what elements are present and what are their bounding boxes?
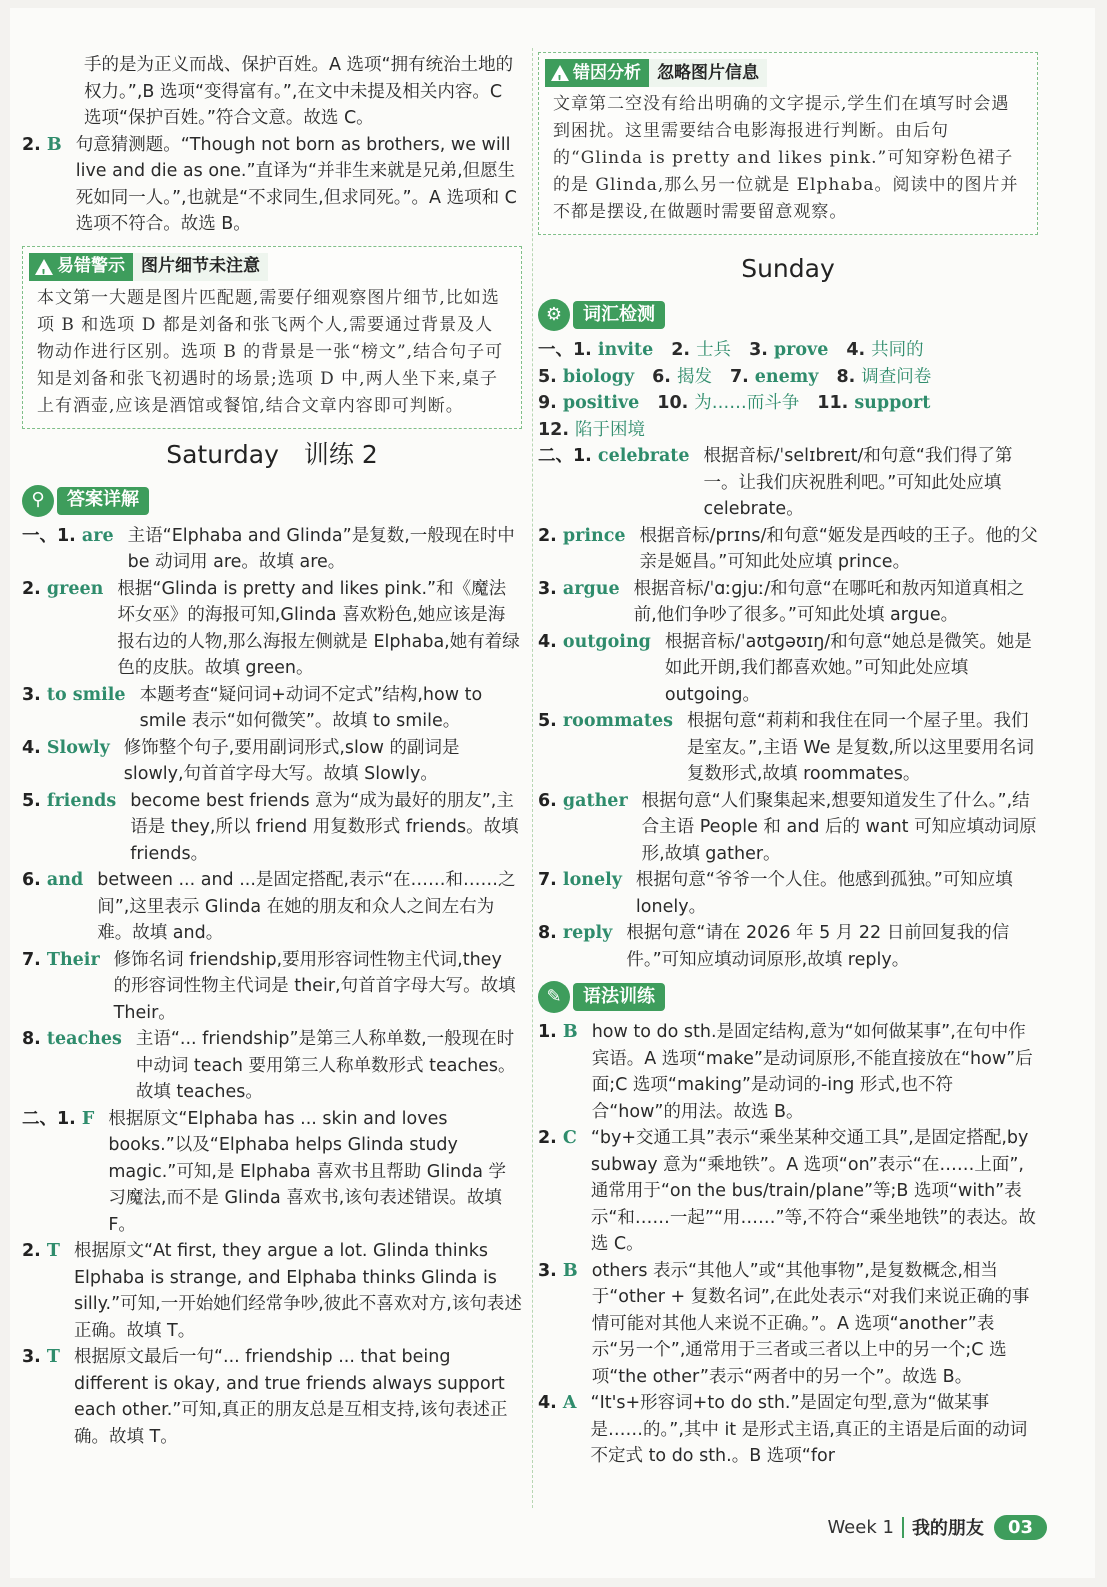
vocab-cell: 12. 陷于困境 — [538, 419, 646, 440]
page-footer — [827, 1514, 1047, 1540]
list-item: 2. C “by+交通工具”表示“乘坐某种交通工具”,是固定搭配,by subway 意为“乘地铁”。A 选项“on”表示“在……上面”,通常用于“on the bus/train/plane”等;B 选项“with”表示“和……一起”“用……”等,不符合“乘坐地铁”的表达。故选 C。 — [538, 1128, 1036, 1254]
vocab-row — [538, 417, 1038, 444]
grammar-answer-list — [538, 1019, 1038, 1470]
vocab-cell: 10. 为……而斗争 — [657, 393, 800, 413]
vocab-list — [538, 337, 1038, 443]
box-tag: ! 错因分析 忽略图片信息 — [545, 59, 767, 87]
vocab-cell: 5. biology — [538, 366, 635, 387]
list-item: 2. prince 根据音标/prɪns/和句意“姬发是西岐的王子。他的父亲是姬昌。”可知此处应填 prince。 — [538, 525, 1038, 572]
vocab-cell: 3. prove — [749, 340, 829, 360]
list-item: 7. lonely 根据句意“爷爷一个人住。他感到孤独。”可知应填 lonely。 — [538, 870, 1013, 917]
list-item: 5. roommates 根据句意“莉莉和我住在同一个屋子里。我们是室友。”,主语 We 是复数,所以这里要用名词复数形式,故填 roommates。 — [538, 711, 1035, 784]
list-item: 4. outgoing 根据音标/ˈaʊtɡəʊɪŋ/和句意“她总是微笑。她是如此开朗,我们都喜欢她。”可知此处应填 outgoing。 — [538, 631, 1032, 705]
list-item: 一、1. are 主语“Elphaba and Glinda”是复数,一般现在时中 be 动词用 are。故填 are。 — [22, 525, 515, 572]
list-item: 1. B how to do sth.是固定结构,意为“如何做某事”,在句中作宾语。A 选项“make”是动词原形,不能直接放在“how”后面;C 选项“making”是动词的-ing 形式,也不符合“how”的用法。故选 B。 — [538, 1022, 1033, 1122]
week-label: Week 1 — [827, 1517, 904, 1538]
vocab-row — [538, 364, 1038, 391]
vocab-answer-list — [538, 443, 1038, 973]
vocab-cell: 2. 士兵 — [671, 340, 732, 360]
list-item: 6. gather 根据句意“人们聚集起来,想要知道发生了什么。”,结合主语 People 和 and 后的 want 可知应填动词原形,故填 gather。 — [538, 790, 1037, 864]
page-number: 03 — [994, 1515, 1047, 1540]
list-item: 二、1. F 根据原文“Elphaba has ... skin and loves books.”以及“Elphaba helps Glinda study magic.”可知,是 Elphaba 喜欢书且帮助 Glinda 学习魔法,而不是 Glinda 喜欢书,该句表述错误。故填 F。 — [22, 1108, 507, 1235]
list-item: 二、1. celebrate 根据音标/ˈselɪbreɪt/和句意“我们得了第一。让我们庆祝胜利吧。”可知此处应填 celebrate。 — [538, 446, 1013, 519]
day-title: Saturday 训练 2 — [166, 439, 378, 469]
right-column — [538, 48, 1038, 1470]
gear-icon: ⚙ — [538, 299, 570, 331]
answer-list — [22, 523, 522, 1451]
error-warning-box — [22, 246, 522, 429]
list-item: 4. A “It's+形容词+to do sth.”是固定句型,意为“做某事是……的。”,其中 it 是形式主语,真正的主语是后面的动词不定式 to do sth.。B 选项“for — [538, 1393, 1028, 1466]
box-body: 本文第一大题是图片匹配题,需要仔细观察图片细节,比如选项 B 和选项 D 都是刘备和张飞两个人,需要通过背景及人物动作进行区别。选项 B 的背景是一张“榜文”,结合句子可知是刘备和张飞初遇时的场景;选项 D 中,两人坐下来,桌子上有酒壶,应该是酒馆或餐馆,结合文章内容即可判断。 — [37, 287, 504, 416]
vocab-cell: 8. 调查问卷 — [836, 366, 932, 387]
box-body: 文章第二空没有给出明确的文字提示,学生们在填写时会遇到困扰。这里需要结合电影海报进行判断。由后句的“Glinda is pretty and likes pink.”可知穿粉色裙子的是 Glinda,那么另一位就是 Elphaba。阅读中的图片并不都是摆设,在做题时需要留意观察。 — [553, 94, 1019, 222]
list-item: 7. Their 修饰名词 friendship,要用形容词性物主代词,they 的形容词性物主代词是 their,句首首字母大写。故填 Their。 — [22, 949, 516, 1023]
vocab-cell: 9. positive — [538, 393, 640, 413]
vocab-cell: 11. support — [817, 393, 931, 413]
search-icon: ⚲ — [22, 485, 54, 517]
warning-icon — [551, 65, 569, 81]
list-item: 8. reply 根据句意“请在 2026 年 5 月 22 日前回复我的信件。”可知应填动词原形,故填 reply。 — [538, 923, 1010, 970]
list-item: 8. teaches 主语“... friendship”是第三人称单数,一般现在时中动词 teach 要用第三人称单数形式 teaches。故填 teaches。 — [22, 1029, 516, 1102]
list-item: 2. T 根据原文“At first, they argue a lot. Glinda thinks Elphaba is strange, and Elphaba thinks Glinda is silly.”可知,一开始她们经常争吵,彼此不喜欢对方,该句表述正确。故填 T。 — [22, 1241, 522, 1341]
left-column — [22, 52, 522, 1450]
section-tag-vocab: ⚙ 词汇检测 — [538, 299, 665, 331]
day-title: Sunday — [741, 254, 835, 283]
list-item: 6. and between ... and ...是固定搭配,表示“在……和……之间”,这里表示 Glinda 在她的朋友和众人之间左右为难。故填 and。 — [22, 870, 516, 943]
error-analysis-box — [538, 52, 1038, 235]
list-item: 4. Slowly 修饰整个句子,要用副词形式,slow 的副词是 slowly,句首首字母大写。故填 Slowly。 — [22, 737, 460, 784]
list-item: 3. T 根据原文最后一句“... friendship ... that being different is okay, and true friends always support each other.”可知,真正的朋友总是互相支持,该句表述正确。故填 T。 — [22, 1347, 508, 1447]
list-item: 3. B others 表示“其他人”或“其他事物”,是复数概念,相当于“other + 复数名词”,在此处表示“对我们来说正确的事情可能对其他人来说不正确。”。A 选项“another”表示“另一个”,通常用于三者或三者以上中的另一个;C 选项“the other”表示“两者中的另一个”。故选 B。 — [538, 1260, 1030, 1387]
list-item: 2. B 句意猜测题。“Though not born as brothers, we will live and die as one.”直译为“并非生来就是兄弟,但愿生死如同一人。”,也就是“不求同生,但求同死。”。A 选项和 C 选项不符合。故选 B。 — [22, 134, 517, 234]
column-divider — [532, 48, 533, 1508]
vocab-cell: 7. enemy — [729, 366, 819, 387]
warning-icon — [35, 259, 53, 275]
list-item: 5. friends become best friends 意为“成为最好的朋友”,主语是 they,所以 friend 用复数形式 friends。故填 friends。 — [22, 790, 519, 864]
vocab-row — [538, 390, 1038, 417]
section-tag-answers: ⚲ 答案详解 — [22, 485, 149, 517]
page — [10, 8, 1095, 1578]
unit-title: 我的朋友 — [911, 1518, 984, 1539]
list-item: 3. to smile 本题考查“疑问词+动词不定式”结构,how to smile 表示“如何微笑”。故填 to smile。 — [22, 684, 483, 731]
vocab-cell: 一、1. invite — [538, 340, 654, 360]
box-tag: ! 易错警示 图片细节未注意 — [29, 253, 268, 281]
section-tag-grammar: ✎ 语法训练 — [538, 981, 665, 1013]
vocab-cell: 6. 揭发 — [652, 366, 712, 387]
list-item: 3. argue 根据音标/ˈɑːɡjuː/和句意“在哪吒和敖丙知道真相之前,他们争吵了很多。”可知此处填 argue。 — [538, 578, 1025, 625]
vocab-cell: 4. 共同的 — [846, 340, 924, 360]
pencil-icon: ✎ — [538, 981, 570, 1013]
list-item: 2. green 根据“Glinda is pretty and likes pink.”和《魔法坏女巫》的海报可知,Glinda 喜欢粉色,她应该是海报右边的人物,那么海报左侧就是 Elphaba,她有着绿色的皮肤。故填 green。 — [22, 578, 520, 678]
vocab-row — [538, 337, 1038, 364]
list-item: 手的是为正义而战、保护百姓。A 选项“拥有统治土地的权力。”,B 选项“变得富有。”,在文中未提及相关内容。C 选项“保护百姓。”符合文意。故选 C。 — [84, 55, 514, 128]
